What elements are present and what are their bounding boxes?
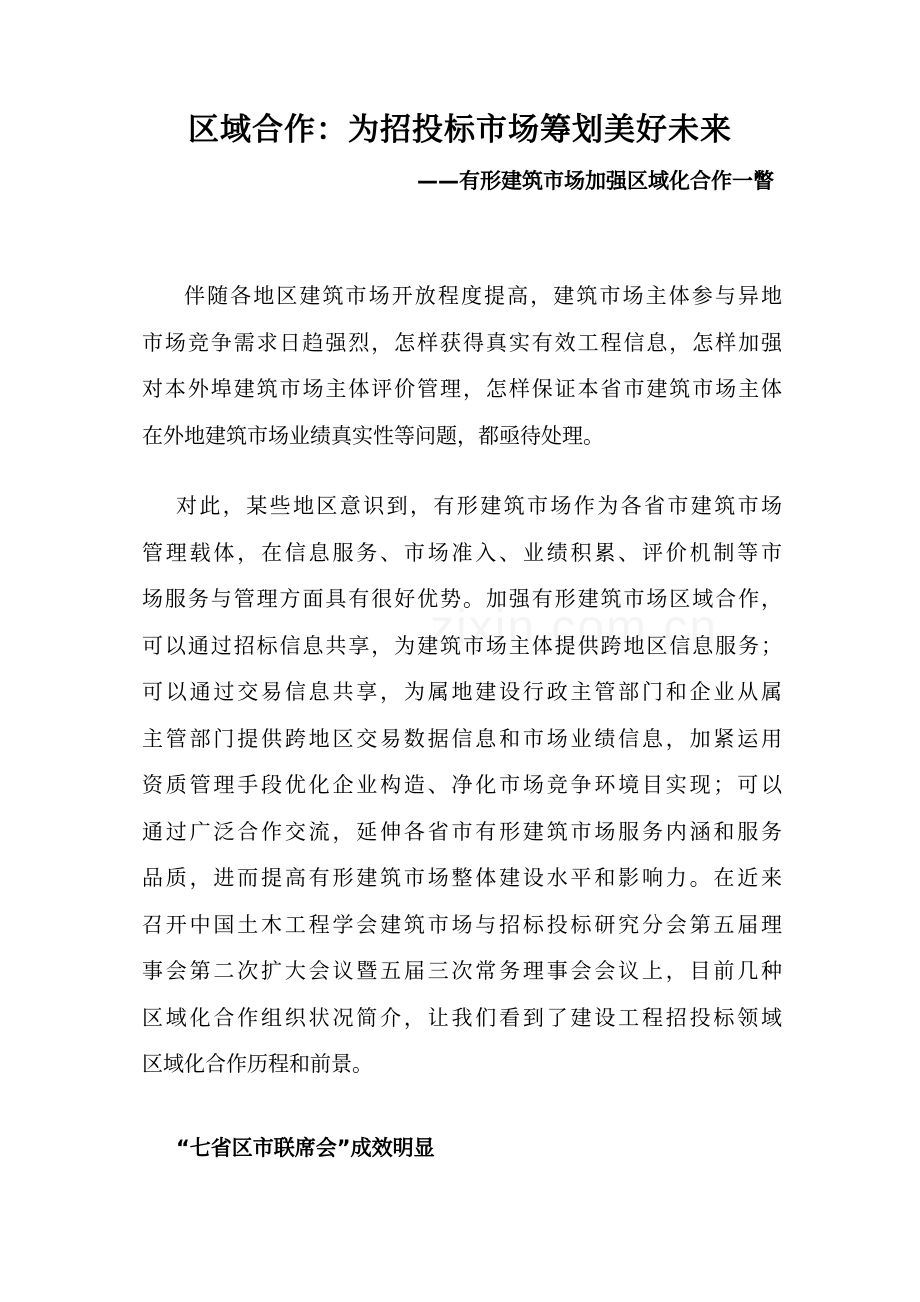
paragraph-line: 事会第二次扩大会议暨五届三次常务理事会会议上，目前几种: [142, 959, 782, 983]
paragraph-line: 管理载体，在信息服务、市场准入、业绩积累、评价机制等市: [142, 540, 782, 565]
paragraph-line: 资质管理手段优化企业构造、净化市场竞争环境目实现；可以: [142, 773, 782, 797]
paragraph-line: 伴随各地区建筑市场开放程度提高，建筑市场主体参与异地: [184, 284, 782, 308]
paragraph-line: 场服务与管理方面具有很好优势。加强有形建筑市场区域合作，: [142, 587, 782, 611]
paragraph-1: [142, 273, 782, 459]
paragraph-line: 市场竞争需求日趋强烈，怎样获得真实有效工程信息，怎样加强: [142, 330, 782, 355]
paragraph-line: 在外地建筑市场业绩真实性等问题，都亟待处理。: [142, 423, 604, 448]
document-title: 区域合作：为招投标市场筹划美好未来: [188, 112, 732, 148]
paragraph-line: 可以通过招标信息共享，为建筑市场主体提供跨地区信息服务；: [142, 633, 782, 658]
paragraph-line: 品质，进而提高有形建筑市场整体建设水平和影响力。在近来: [142, 866, 782, 890]
paragraph-line: 通过广泛合作交流，延伸各省市有形建筑市场服务内涵和服务: [142, 819, 782, 844]
paragraph-line: 主管部门提供跨地区交易数据信息和市场业绩信息，加紧运用: [142, 726, 782, 751]
paragraph-2: [142, 483, 782, 1088]
document-subtitle: ——有形建筑市场加强区域化合作一瞥: [417, 169, 774, 193]
paragraph-line: 区域化合作组织状况简介，让我们看到了建设工程招投标领域: [142, 1005, 782, 1030]
paragraph-line: 对本外埠建筑市场主体评价管理，怎样保证本省市建筑市场主体: [142, 377, 782, 401]
section-heading: “七省区市联席会”成效明显: [176, 1136, 435, 1160]
paragraph-line: 对此，某些地区意识到，有形建筑市场作为各省市建筑市场: [176, 494, 782, 518]
paragraph-line: 可以通过交易信息共享，为属地建设行政主管部门和企业从属: [142, 680, 782, 704]
paragraph-line: 区域化合作历程和前景。: [142, 1052, 373, 1076]
paragraph-line: 召开中国土木工程学会建筑市场与招标投标研究分会第五届理: [142, 912, 782, 937]
